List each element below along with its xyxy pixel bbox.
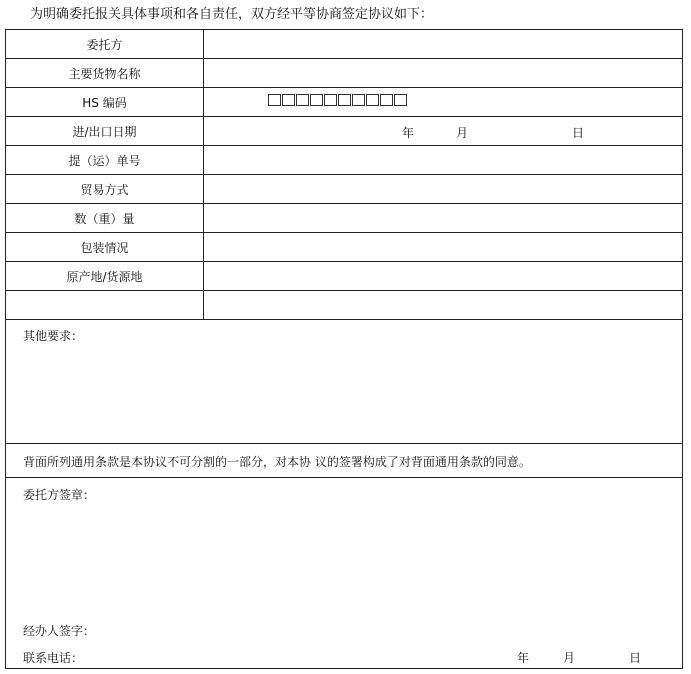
sign-day-label: 日 [629, 651, 642, 665]
hs-code-box [324, 94, 337, 106]
sign-month-label: 月 [563, 651, 576, 665]
date-year-label: 年 [402, 126, 415, 140]
hs-code-box [310, 94, 323, 106]
hs-code-boxes [268, 94, 407, 106]
date-month-label: 月 [456, 126, 469, 140]
hs-code-box [394, 94, 407, 106]
other-requirements-label: 其他要求： [23, 329, 84, 343]
signature-section [6, 478, 682, 668]
date-label: 进/出口日期 [6, 117, 204, 145]
phone-label: 联系电话： [23, 651, 84, 665]
hs-code-box [380, 94, 393, 106]
row-date [6, 117, 682, 146]
hs-code-box [268, 94, 281, 106]
row-hs-code [6, 88, 682, 117]
bill-no-label: 提（运）单号 [6, 146, 204, 174]
other-requirements-section [6, 320, 682, 444]
hs-code-box [338, 94, 351, 106]
date-day-label: 日 [572, 126, 585, 140]
origin-label: 原产地/货源地 [6, 262, 204, 290]
row-bill-no [6, 146, 682, 175]
packing-label: 包装情况 [6, 233, 204, 261]
blank-label [6, 291, 204, 319]
hs-code-box [352, 94, 365, 106]
hs-code-box [296, 94, 309, 106]
goods-name-label: 主要货物名称 [6, 59, 204, 87]
row-trade-mode [6, 175, 682, 204]
consignor-seal-label: 委托方签章： [23, 488, 96, 502]
hs-code-box [366, 94, 379, 106]
hs-code-label: HS 编码 [6, 88, 204, 116]
trade-mode-label: 贸易方式 [6, 175, 204, 203]
terms-note-section [6, 444, 682, 478]
hs-code-box [282, 94, 295, 106]
sign-year-label: 年 [517, 651, 530, 665]
row-blank [6, 291, 682, 320]
terms-note-text: 背面所列通用条款是本协议不可分割的一部分，对本协 议的签署构成了对背面通用条款的同意。 [23, 455, 531, 469]
agent-sign-label: 经办人签字： [23, 624, 96, 638]
row-consignor [6, 30, 682, 59]
row-packing [6, 233, 682, 262]
agreement-form [5, 29, 683, 669]
row-quantity [6, 204, 682, 233]
row-origin [6, 262, 682, 291]
consignor-label: 委托方 [6, 30, 204, 58]
row-goods-name [6, 59, 682, 88]
intro-text: 为明确委托报关具体事项和各自责任，双方经平等协商签定协议如下： [30, 7, 434, 22]
quantity-label: 数（重）量 [6, 204, 204, 232]
